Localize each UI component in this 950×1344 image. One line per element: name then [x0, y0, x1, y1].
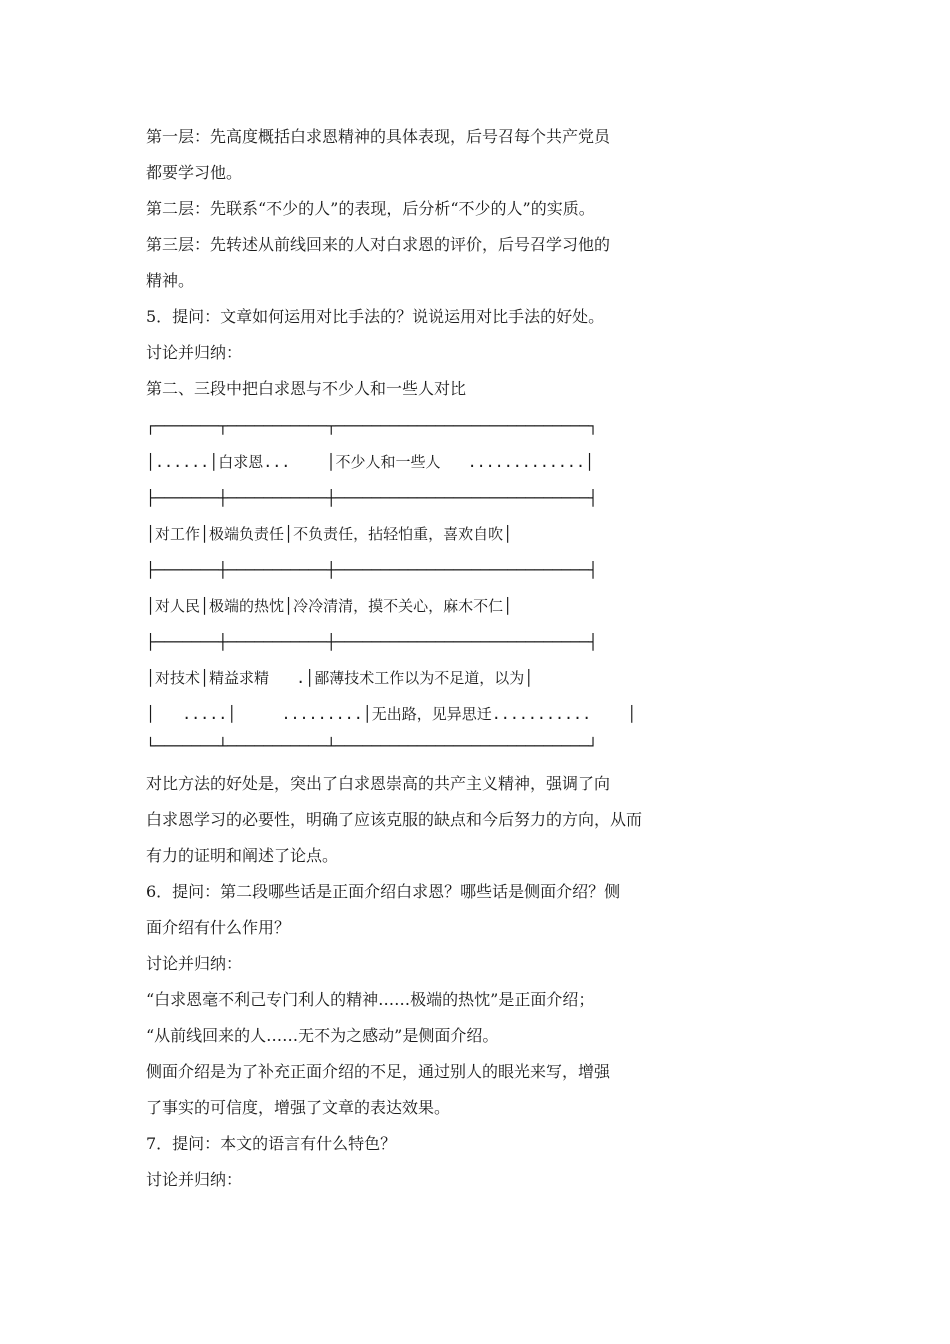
comparison-table-border-bottom: └───────┴───────────┴────────────────────────────┘: [146, 737, 598, 755]
paragraph-line: 了事实的可信度，增强了文章的表达效果。: [146, 1098, 451, 1117]
paragraph-line: 白求恩学习的必要性，明确了应该克服的缺点和今后努力的方向，从而: [146, 810, 643, 829]
comparison-table-row: │对技术│精益求精 .│鄙薄技术工作以为不足道，以为│: [146, 669, 534, 687]
discussion-label: 讨论并归纳：: [146, 954, 243, 973]
paragraph-line: 都要学习他。: [146, 163, 243, 182]
paragraph-line: 精神。: [146, 271, 195, 290]
comparison-table-divider: ├───────┼───────────┼────────────────────────────┤: [146, 633, 598, 651]
paragraph-line: “从前线回来的人……无不为之感动”是侧面介绍。: [146, 1026, 499, 1045]
paragraph-line: 面介绍有什么作用？: [146, 918, 291, 937]
paragraph-line: 有力的证明和阐述了论点。: [146, 846, 339, 865]
comparison-table-row: │对人民│极端的热忱│冷冷清清，摸不关心，麻木不仁│: [146, 597, 513, 615]
discussion-label: 讨论并归纳：: [146, 343, 243, 362]
paragraph-line: 第三层：先转述从前线回来的人对白求恩的评价，后号召学习他的: [146, 235, 611, 254]
question-7: 7．提问：本文的语言有什么特色？: [146, 1134, 397, 1153]
comparison-table-divider: ├───────┼───────────┼────────────────────────────┤: [146, 489, 598, 507]
comparison-table-row: │......│白求恩... │不少人和一些人 .............│: [146, 453, 595, 471]
comparison-table-border-top: ┌───────┬───────────┬────────────────────────────┐: [146, 417, 598, 435]
paragraph-line: 第二、三段中把白求恩与不少人和一些人对比: [146, 379, 467, 398]
discussion-label: 讨论并归纳：: [146, 1170, 243, 1189]
paragraph-line: “白求恩毫不利己专门利人的精神……极端的热忱”是正面介绍；: [146, 990, 595, 1009]
question-5: 5．提问：文章如何运用对比手法的？说说运用对比手法的好处。: [146, 307, 605, 326]
paragraph-line: 第二层：先联系“不少的人”的表现，后分析“不少的人”的实质。: [146, 199, 595, 218]
comparison-table-divider: ├───────┼───────────┼────────────────────────────┤: [146, 561, 598, 579]
paragraph-line: 侧面介绍是为了补充正面介绍的不足，通过别人的眼光来写，增强: [146, 1062, 611, 1081]
comparison-table-row: │ .....│ .........│无出路，见异思迁........... │: [146, 705, 637, 723]
paragraph-line: 第一层：先高度概括白求恩精神的具体表现，后号召每个共产党员: [146, 127, 611, 146]
comparison-table-row: │对工作│极端负责任│不负责任，拈轻怕重，喜欢自吹│: [146, 525, 513, 543]
paragraph-line: 对比方法的好处是，突出了白求恩崇高的共产主义精神，强调了向: [146, 774, 611, 793]
question-6: 6．提问：第二段哪些话是正面介绍白求恩？哪些话是侧面介绍？侧: [146, 882, 621, 901]
